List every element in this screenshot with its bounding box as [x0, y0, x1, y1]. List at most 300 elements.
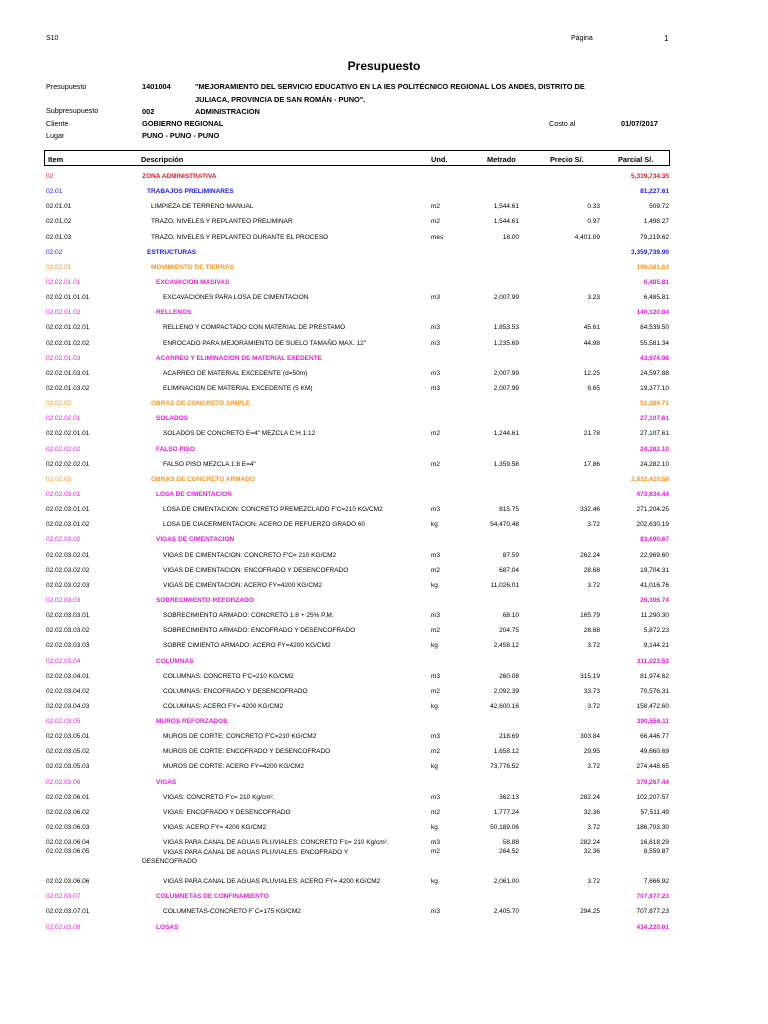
- table-row: [0, 789, 768, 804]
- table-row: [0, 637, 768, 652]
- table-row: [0, 183, 768, 198]
- row-item-code: 02.02.03.05.03: [46, 763, 90, 771]
- row-unit: kg: [431, 824, 438, 832]
- row-item-code: 02.02.02.01.01: [46, 430, 90, 438]
- row-metrado: 1,244.61: [493, 430, 519, 438]
- row-precio: 3.72: [587, 763, 600, 771]
- row-description: SOBRECIMIENTO ARMADO: ENCOFRADO Y DESENCOFRADO: [163, 627, 356, 635]
- row-item-code: 02.02.03.03.02: [46, 627, 90, 635]
- row-parcial: 27,107.61: [640, 415, 669, 423]
- row-unit: m2: [431, 748, 441, 756]
- row-item-code: 02.02.03.04.03: [46, 702, 90, 710]
- lugar-label: Lugar: [46, 131, 65, 140]
- subpresupuesto-code: 002: [142, 107, 155, 116]
- row-parcial: 7,666.92: [643, 878, 669, 886]
- row-metrado: 2,007.99: [493, 384, 519, 392]
- row-item-code: 02.02.03.06.02: [46, 808, 90, 816]
- row-parcial: 27,107.61: [640, 430, 669, 438]
- row-description: VIGAS DE CIMENTACION: ENCOFRADO Y DESENCOFRADO: [163, 566, 349, 574]
- row-description: ESTRUCTURAS: [147, 248, 197, 256]
- row-parcial: 16,618.29: [640, 839, 669, 847]
- row-description: VIGAS DE CIMENTACION: CONCRETO F'C= 210 KG/CM2: [163, 551, 337, 559]
- row-parcial: 41,016.76: [640, 581, 669, 589]
- column-header-item: Item: [48, 155, 64, 164]
- row-parcial: 311,023.53: [636, 657, 669, 665]
- row-unit: m3: [431, 324, 441, 332]
- row-precio: 0.97: [587, 218, 600, 226]
- table-row: [0, 410, 768, 425]
- row-parcial: 24,282.10: [640, 460, 669, 468]
- row-description: ACARREO DE MATERIAL EXCEDENTE (d=50m): [163, 369, 308, 377]
- row-description: TRAZO, NIVELES Y REPLANTEO PRELIMINAR: [151, 218, 293, 226]
- table-row: [0, 380, 768, 395]
- row-item-code: 02.02.03.05.02: [46, 748, 90, 756]
- costo-al-label: Costo al: [549, 119, 576, 128]
- row-parcial: 49,660.69: [640, 748, 669, 756]
- cliente-label: Cliente: [46, 119, 69, 128]
- row-metrado: 218.69: [499, 733, 519, 741]
- table-row: [0, 259, 768, 274]
- column-header-descripcion: Descripción: [141, 155, 184, 164]
- row-description: MUROS DE CORTE: ENCOFRADO Y DESENCOFRADO: [163, 748, 331, 756]
- row-metrado: 260.08: [499, 672, 519, 680]
- row-unit: m3: [431, 551, 441, 559]
- row-precio: 3.72: [587, 878, 600, 886]
- row-parcial: 707,877.23: [636, 908, 669, 916]
- row-precio: 3.72: [587, 521, 600, 529]
- row-metrado: 87.59: [502, 551, 519, 559]
- row-description: COLUMNAS: [156, 657, 194, 665]
- row-description: VIGAS: CONCRETO F'c= 210 Kg/cm².: [163, 793, 275, 801]
- table-row: [0, 873, 768, 888]
- row-parcial: 202,630.19: [636, 521, 669, 529]
- row-item-code: 02.01: [46, 188, 63, 196]
- row-item-code: 02.02.03.07: [46, 893, 81, 901]
- row-precio: 28.68: [583, 627, 600, 635]
- row-description: COLUMNETAS-CONCRETO F´C=175 KG/CM2: [163, 908, 301, 916]
- row-description: FALSO PISO: [156, 445, 196, 453]
- table-row: [0, 274, 768, 289]
- subpresupuesto-label: Subpresupuesto: [46, 106, 99, 115]
- table-row: [0, 847, 768, 873]
- row-parcial: 70,576.31: [640, 687, 669, 695]
- row-unit: m2: [431, 627, 441, 635]
- row-description: ACARREO Y ELIMINACION DE MATERIAL EXEDENTE: [156, 354, 323, 362]
- row-unit: mes: [431, 233, 444, 241]
- row-parcial: 473,834.44: [636, 490, 669, 498]
- row-item-code: 02.02.03.06.03: [46, 824, 90, 832]
- table-row: [0, 531, 768, 546]
- table-row: [0, 471, 768, 486]
- row-item-code: 02.02.01.02.01: [46, 324, 90, 332]
- table-row: [0, 919, 768, 934]
- row-item-code: 02.02.01.01: [46, 278, 81, 286]
- row-metrado: 1,544.61: [493, 218, 519, 226]
- row-unit: m3: [431, 369, 441, 377]
- table-row: [0, 903, 768, 918]
- table-row: [0, 319, 768, 334]
- row-unit: m3: [431, 339, 441, 347]
- row-item-code: 02.02.03.06: [46, 778, 81, 786]
- row-parcial: 186,703.30: [636, 824, 669, 832]
- row-metrado: 2,458.12: [493, 642, 519, 650]
- table-row: [0, 547, 768, 562]
- row-item-code: 02.02.01.02: [46, 309, 81, 317]
- row-metrado: 1,544.61: [493, 203, 519, 211]
- row-metrado: 204.75: [499, 627, 519, 635]
- row-precio: 3.72: [587, 642, 600, 650]
- row-item-code: 02.02.03.04.01: [46, 672, 90, 680]
- presupuesto-code: 1401004: [142, 82, 171, 91]
- row-parcial: 140,120.84: [636, 309, 669, 317]
- table-row: [0, 562, 768, 577]
- row-item-code: 02.02.03.04.02: [46, 687, 90, 695]
- table-row: [0, 456, 768, 471]
- table-row: [0, 888, 768, 903]
- row-metrado: 1,853.53: [493, 324, 519, 332]
- table-row: [0, 501, 768, 516]
- table-row: [0, 395, 768, 410]
- row-description: VIGAS: ENCOFRADO Y DESENCOFRADO: [163, 808, 291, 816]
- row-unit: m3: [431, 839, 441, 847]
- table-row: [0, 289, 768, 304]
- row-description: COLUMNAS: ACERO FY= 4200 KG/CM2: [163, 702, 284, 710]
- row-item-code: 02.02.03.06.05: [46, 848, 90, 856]
- row-precio: 32.36: [583, 808, 600, 816]
- row-parcial: 274,448.65: [636, 763, 669, 771]
- row-metrado: 815.75: [499, 506, 519, 514]
- row-parcial: 434,220.01: [636, 923, 669, 931]
- row-precio: 282.24: [580, 793, 600, 801]
- table-row: [0, 441, 768, 456]
- row-item-code: 02.01.01: [46, 203, 72, 211]
- row-precio: 165.79: [580, 612, 600, 620]
- row-description: COLUMNAS: ENCOFRADO Y DESENCOFRADO: [163, 687, 308, 695]
- row-parcial: 57,511.49: [640, 808, 669, 816]
- row-item-code: 02.02.03: [46, 475, 72, 483]
- row-description: ENROCADO PARA MEJORAMIENTO DE SUELO TAMAÑO MAX. 12": [163, 339, 367, 347]
- row-parcial: 81,227.61: [640, 188, 669, 196]
- row-description: SOBRECIMIENTO REFORZADO: [156, 596, 254, 604]
- table-row: [0, 244, 768, 259]
- row-description: TRABAJOS PRELIMINARES: [147, 188, 234, 196]
- row-item-code: 02.02.03.06.06: [46, 878, 90, 886]
- row-parcial: 5,319,734.35: [631, 173, 669, 180]
- row-precio: 32.36: [583, 848, 600, 856]
- row-metrado: 1,359.58: [493, 460, 519, 468]
- row-unit: m2: [431, 203, 441, 211]
- row-parcial: 55,581.34: [640, 339, 669, 347]
- page-label: Página: [571, 35, 593, 42]
- row-precio: 45.61: [583, 324, 600, 332]
- row-parcial: 6,485.81: [643, 294, 669, 302]
- report-code: S10: [46, 35, 59, 42]
- row-unit: m2: [431, 848, 441, 856]
- row-precio: 3.72: [587, 702, 600, 710]
- row-description: MUROS DE CORTE: CONCRETO F'C=210 KG/CM2: [163, 733, 317, 741]
- row-unit: m2: [431, 218, 441, 226]
- row-item-code: 02.02.03.02.01: [46, 551, 90, 559]
- row-unit: m2: [431, 460, 441, 468]
- row-unit: m2: [431, 566, 441, 574]
- table-row: [0, 698, 768, 713]
- row-item-code: 02.02.03.03.03: [46, 642, 90, 650]
- row-parcial: 43,974.98: [640, 354, 669, 362]
- row-item-code: 02.02.01.02.02: [46, 339, 90, 347]
- row-item-code: 02.02.03.03: [46, 596, 81, 604]
- row-parcial: 81,974.62: [640, 672, 669, 680]
- row-item-code: 02: [46, 173, 54, 180]
- row-parcial: 9,144.21: [643, 642, 669, 650]
- row-description: LIMPIEZA DE TERRENO MANUAL: [151, 203, 254, 211]
- row-metrado: 2,061.00: [493, 878, 519, 886]
- presupuesto-name-line1: "MEJORAMIENTO DEL SERVICIO EDUCATIVO EN LA IES POLITÉCNICO REGIONAL LOS ANDES, DISTRITO DE: [195, 82, 585, 91]
- table-row: [0, 213, 768, 228]
- row-unit: m3: [431, 506, 441, 514]
- table-row: [0, 774, 768, 789]
- row-unit: kg: [431, 642, 438, 650]
- row-unit: m3: [431, 908, 441, 916]
- row-precio: 332.46: [580, 506, 600, 514]
- row-description: VIGAS: [156, 778, 177, 786]
- row-unit: kg: [431, 763, 438, 771]
- row-description: EXCAVACION MASIVAS: [156, 278, 230, 286]
- column-header-metrado: Metrado: [487, 155, 516, 164]
- table-row: [0, 668, 768, 683]
- row-metrado: 42,600.16: [490, 702, 519, 710]
- row-description: SOLADOS DE CONCRETO E=4" MEZCLA C:H 1:12: [163, 430, 316, 438]
- row-metrado: 1,777.24: [493, 808, 519, 816]
- row-description: MOVIMIENTO DE TIERRAS: [151, 263, 234, 271]
- row-description: ELIMINACION DE MATERIAL EXCEDENTE (5 KM): [163, 384, 313, 392]
- row-parcial: 24,282.10: [640, 445, 669, 453]
- row-parcial: 22,969.60: [640, 551, 669, 559]
- row-description: EXCAVACIONES PARA LOSA DE CIMENTACION: [163, 294, 309, 302]
- row-precio: 0.33: [587, 203, 600, 211]
- row-description: SOBRE CIMIENTO ARMADO: ACERO FY=4200 KG/CM2: [163, 642, 331, 650]
- row-parcial: 102,207.57: [636, 793, 669, 801]
- row-unit: m2: [431, 808, 441, 816]
- row-metrado: 1,235.69: [493, 339, 519, 347]
- table-header: [44, 150, 670, 166]
- row-unit: m2: [431, 430, 441, 438]
- row-description: VIGAS DE CIMENTACION: ACERO FY=4200 KG/CM2: [163, 581, 322, 589]
- row-parcial: 84,539.50: [640, 324, 669, 332]
- table-row: [0, 486, 768, 501]
- row-metrado: 2,405.70: [493, 908, 519, 916]
- row-item-code: 02.02: [46, 248, 63, 256]
- budget-table: [0, 168, 768, 934]
- table-row: [0, 653, 768, 668]
- row-precio: 17.86: [583, 460, 600, 468]
- row-precio: 3.23: [587, 294, 600, 302]
- row-description: VIGAS DE CIMENTACION: [156, 536, 235, 544]
- row-parcial: 8,559.87: [643, 848, 669, 856]
- row-precio: 12.25: [583, 369, 600, 377]
- row-unit: kg: [431, 521, 438, 529]
- table-row: [0, 365, 768, 380]
- row-metrado: 362.13: [499, 793, 519, 801]
- row-item-code: 02.02.03.03.01: [46, 612, 90, 620]
- row-item-code: 02.02.02: [46, 400, 72, 408]
- table-row: [0, 168, 768, 183]
- row-item-code: 02.02.02.02.01: [46, 460, 90, 468]
- row-metrado: 50,189.06: [490, 824, 519, 832]
- row-parcial: 66,446.77: [640, 733, 669, 741]
- row-unit: m3: [431, 793, 441, 801]
- table-row: [0, 622, 768, 637]
- table-row: [0, 229, 768, 244]
- row-precio: 29.95: [583, 748, 600, 756]
- row-item-code: 02.02.01.03.02: [46, 384, 90, 392]
- row-parcial: 707,877.23: [636, 893, 669, 901]
- row-item-code: 02.02.03.06.04: [46, 839, 90, 847]
- row-parcial: 24,597.88: [640, 369, 669, 377]
- table-row: [0, 819, 768, 834]
- row-parcial: 271,204.25: [636, 506, 669, 514]
- table-row: [0, 683, 768, 698]
- row-description: VIGAS PARA CANAL DE AGUAS PLUVIALES: CONCRETO F'c= 210 Kg/cm².: [163, 839, 389, 847]
- row-description: OBRAS DE CONCRETO ARMADO: [151, 475, 256, 483]
- table-row: [0, 592, 768, 607]
- row-parcial: 11,290.30: [640, 612, 669, 620]
- subpresupuesto-name: ADMINISTRACION: [195, 107, 260, 116]
- row-metrado: 54,470.48: [490, 521, 519, 529]
- row-item-code: 02.02.03.02: [46, 536, 81, 544]
- row-item-code: 02.02.03.07.01: [46, 908, 90, 916]
- row-precio: 33.73: [583, 687, 600, 695]
- row-unit: m3: [431, 384, 441, 392]
- row-parcial: 509.72: [649, 203, 669, 211]
- row-description: TRAZO, NIVELES Y REPLANTEO DURANTE EL PROCESO: [151, 233, 329, 241]
- page-title: Presupuesto: [347, 59, 421, 73]
- row-precio: 294.25: [580, 908, 600, 916]
- row-description: VIGAS PARA CANAL DE AGUAS PLUVIALES: ENCOFRADO Y DESENCOFRADO: [142, 849, 349, 866]
- row-description: RELLENO Y COMPACTADO CON MATERIAL DE PRESTAMO: [163, 324, 346, 332]
- column-header-precio: Precio S/.: [550, 155, 584, 164]
- row-parcial: 26,306.74: [640, 596, 669, 604]
- row-item-code: 02.02.03.05.01: [46, 733, 90, 741]
- row-precio: 282.24: [580, 839, 600, 847]
- row-item-code: 02.02.01.03.01: [46, 369, 90, 377]
- row-unit: m3: [431, 733, 441, 741]
- row-parcial: 19,377.10: [640, 384, 669, 392]
- row-description: MUROS REFORZADOS: [156, 718, 228, 726]
- row-description: FALSO PISO MEZCLA 1:8 E=4": [163, 460, 256, 468]
- row-metrado: 11,026.01: [490, 581, 519, 589]
- row-precio: 3.72: [587, 581, 600, 589]
- column-header-und: Und.: [431, 155, 448, 164]
- row-metrado: 2,007.99: [493, 294, 519, 302]
- row-parcial: 3,359,739.90: [631, 248, 669, 256]
- table-row: [0, 728, 768, 743]
- row-parcial: 5,872.23: [643, 627, 669, 635]
- row-parcial: 79,219.62: [640, 233, 669, 241]
- table-row: [0, 198, 768, 213]
- row-description: VIGAS: ACERO FY= 4200 KG/CM2: [163, 824, 267, 832]
- row-item-code: 02.02.01.03: [46, 354, 81, 362]
- page-number: 1: [664, 34, 669, 43]
- table-row: [0, 743, 768, 758]
- row-description: SOLADOS: [156, 415, 189, 423]
- row-unit: kg: [431, 702, 438, 710]
- row-description: COLUMNETAS DE CONFINAMIENTO: [156, 893, 269, 901]
- table-row: [0, 713, 768, 728]
- column-header-parcial: Parcial S/.: [618, 155, 654, 164]
- row-parcial: 379,267.44: [636, 778, 669, 786]
- row-item-code: 02.02.02.01: [46, 415, 81, 423]
- row-parcial: 1,498.27: [643, 218, 669, 226]
- row-description: SOBRECIMIENTO ARMADO: CONCRETO 1:8 + 25% P.M.: [163, 612, 334, 620]
- table-row: [0, 834, 768, 847]
- table-row: [0, 516, 768, 531]
- row-parcial: 19,704.31: [640, 566, 669, 574]
- row-parcial: 51,389.71: [640, 400, 669, 408]
- row-item-code: 02.02.03.01: [46, 490, 81, 498]
- table-row: [0, 304, 768, 319]
- row-precio: 303.84: [580, 733, 600, 741]
- row-parcial: 2,832,420.58: [631, 475, 669, 483]
- row-unit: kg: [431, 878, 438, 886]
- row-item-code: 02.02.03.08: [46, 923, 81, 931]
- row-precio: 315.19: [580, 672, 600, 680]
- row-metrado: 58.88: [502, 839, 519, 847]
- row-unit: kg: [431, 581, 438, 589]
- row-unit: m3: [431, 672, 441, 680]
- row-item-code: 02.02.03.01.02: [46, 521, 90, 529]
- row-description: VIGAS PARA CANAL DE AGUAS PLUVIALES: ACERO FY= 4200 KG/CM2: [163, 878, 381, 886]
- row-unit: m2: [431, 687, 441, 695]
- row-description: RELLENOS: [156, 309, 192, 317]
- row-item-code: 02.02.03.01.01: [46, 506, 90, 514]
- row-metrado: 687.04: [499, 566, 519, 574]
- row-metrado: 18.00: [502, 233, 519, 241]
- row-metrado: 68.10: [502, 612, 519, 620]
- row-description: LOSA DE CIMENTACION: [156, 490, 232, 498]
- row-item-code: 02.02.03.02.03: [46, 581, 90, 589]
- presupuesto-label: Presupuesto: [46, 82, 87, 91]
- row-parcial: 158,472.60: [636, 702, 669, 710]
- row-description: MUROS DE CORTE: ACERO FY=4200 KG/CM2: [163, 763, 304, 771]
- row-parcial: 390,556.11: [636, 718, 669, 726]
- row-parcial: 190,581.63: [636, 263, 669, 271]
- row-item-code: 02.02.03.06.01: [46, 793, 90, 801]
- row-precio: 4,401.09: [574, 233, 600, 241]
- row-item-code: 02.02.01.01.01: [46, 294, 90, 302]
- row-metrado: 264.52: [499, 848, 519, 856]
- row-item-code: 02.02.01: [46, 263, 72, 271]
- row-item-code: 02.02.03.05: [46, 718, 81, 726]
- row-parcial: 6,485.81: [643, 278, 669, 286]
- row-metrado: 2,092.39: [493, 687, 519, 695]
- row-metrado: 73,776.52: [490, 763, 519, 771]
- row-item-code: 02.01.02: [46, 218, 72, 226]
- cliente-value: GOBIERNO REGIONAL: [142, 119, 224, 128]
- table-row: [0, 425, 768, 440]
- row-description: LOSA DE CIMENTACION: CONCRETO PREMEZCLADO F'C=210 KG/CM2: [163, 506, 383, 514]
- row-precio: 21.78: [583, 430, 600, 438]
- row-item-code: 02.02.03.04: [46, 657, 81, 665]
- row-unit: m3: [431, 294, 441, 302]
- row-item-code: 02.01.03: [46, 233, 72, 241]
- row-description: ZONA ADMINISTRATIVA: [142, 173, 217, 180]
- row-precio: 9.65: [587, 384, 600, 392]
- row-precio: 3.72: [587, 824, 600, 832]
- row-precio: 44.98: [583, 339, 600, 347]
- lugar-value: PUNO - PUNO - PUNO: [142, 131, 220, 140]
- row-item-code: 02.02.02.02: [46, 445, 81, 453]
- row-unit: m3: [431, 612, 441, 620]
